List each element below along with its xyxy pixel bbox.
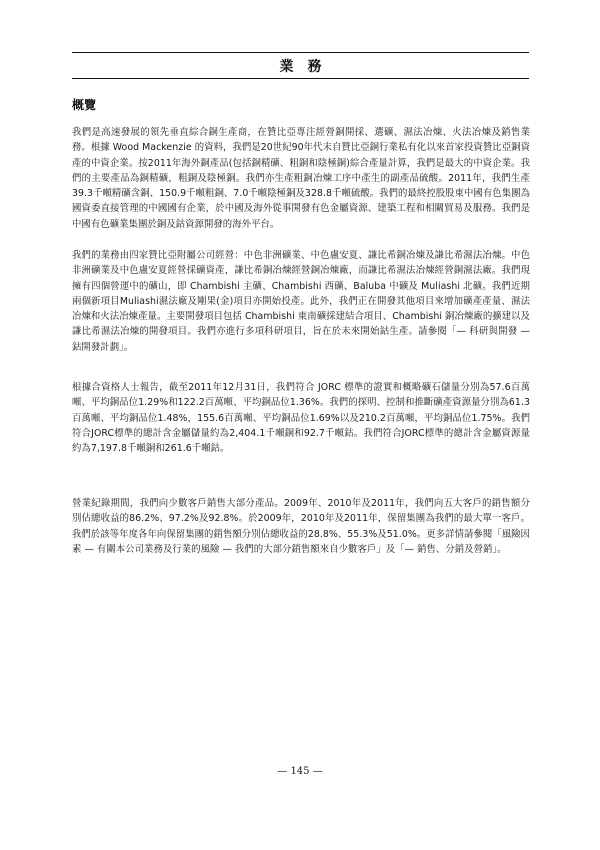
page-number: — 145 — bbox=[277, 766, 323, 777]
section-heading: 概覽 bbox=[72, 98, 97, 112]
paragraph-reserves: 根據合資格人士報告，截至2011年12月31日，我們符合 JORC 標準的證實和概略礦石儲量分別為57.6百萬噸、平均銅品位1.29%和122.2百萬噸、平均銅品位1.36%。我們的探明、控制和推斷礦產資源量分別為61.3百萬噸、平均銅品位1.48%，155.6百萬噸、平均銅品位1.69%以及210.2百萬噸，平均銅品位1.75%。我們符合JORC標準的總計含金屬儲量約為2,404.1千噸銅和92.7千噸鈷。我們符合JORC標準的總計含金屬資源量約為7,197.8千噸銅和261.6千噸鈷。 bbox=[72, 382, 530, 455]
paragraph-customers: 營業紀錄期間，我們向少數客戶銷售大部分產品。2009年、2010年及2011年，我們向五大客戶的銷售額分別佔總收益的86.2%、97.2%及92.8%。於2009年，2010年及2011年，保留集團為我們的最大單一客戶。我們於該等年度各年向保留集團的銷售額分別佔總收益的28.8%、55.3%及51.0%。更多詳情請參閱「風險因素 — 有關本公司業務及行業的風險 — 我們的大部分銷售額來自少數客戶」及「— 銷售、分銷及營銷」。 bbox=[72, 498, 530, 555]
paragraph-overview: 我們是高速發展的領先垂直綜合銅生產商，在贊比亞專注經營銅開採、選礦、濕法冶煉、火法冶煉及銷售業務。根據 Wood Mackenzie 的資料，我們是20世紀90年代末自贊比亞銅行業私有化以來首家投資贊比亞銅資產的中資企業。按2011年海外銅產品(包括銅精礦、粗銅和陰極銅)綜合產量計算，我們是最大的中資企業。我們的主要產品為銅精礦，粗銅及陰極銅。我們亦生產粗銅冶煉工序中產生的副產品硫酸。2011年，我們生產39.3千噸精礦含銅、150.9千噸粗銅、7.0千噸陰極銅及328.8千噸硫酸。我們的最終控股股東中國有色集團為國資委直接管理的中國國有企業，於中國及海外從事開發有色金屬資源、建築工程和相關貿易及服務。我們是中國有色礦業集團於銅及鈷資源開發的海外平台。 bbox=[72, 127, 530, 230]
paragraph-subsidiaries: 我們的業務由四家贊比亞附屬公司經營：中色非洲礦業、中色盧安夏、謙比希銅冶煉及謙比希濕法冶煉。中色非洲礦業及中色盧安夏經營採礦資產，謙比希銅冶煉經營銅冶煉廠，而謙比希濕法冶煉經營銅濕法廠。我們現擁有四個營運中的礦山，即 Chambishi 主礦、Chambishi 西礦、Baluba 中礦及 Muliashi 北礦。我們近期兩個新項目Muliashi濕法廠及剛果(金)項目亦開始投產。此外，我們正在開發其他項目來增加礦產產量、濕法冶煉和火法冶煉產量。主要開發項目包括 Chambishi 東南礦採建結合項目、Chambishi 銅冶煉廠的擴建以及謙比希濕法冶煉的開發項目。我們亦進行多項科研項目，旨在於未來開始鈷生產。請參閱「— 科研與開發 — 鈷開發計劃」。 bbox=[72, 250, 530, 353]
header-title: 業務 bbox=[279, 58, 336, 75]
page-header bbox=[72, 52, 529, 79]
